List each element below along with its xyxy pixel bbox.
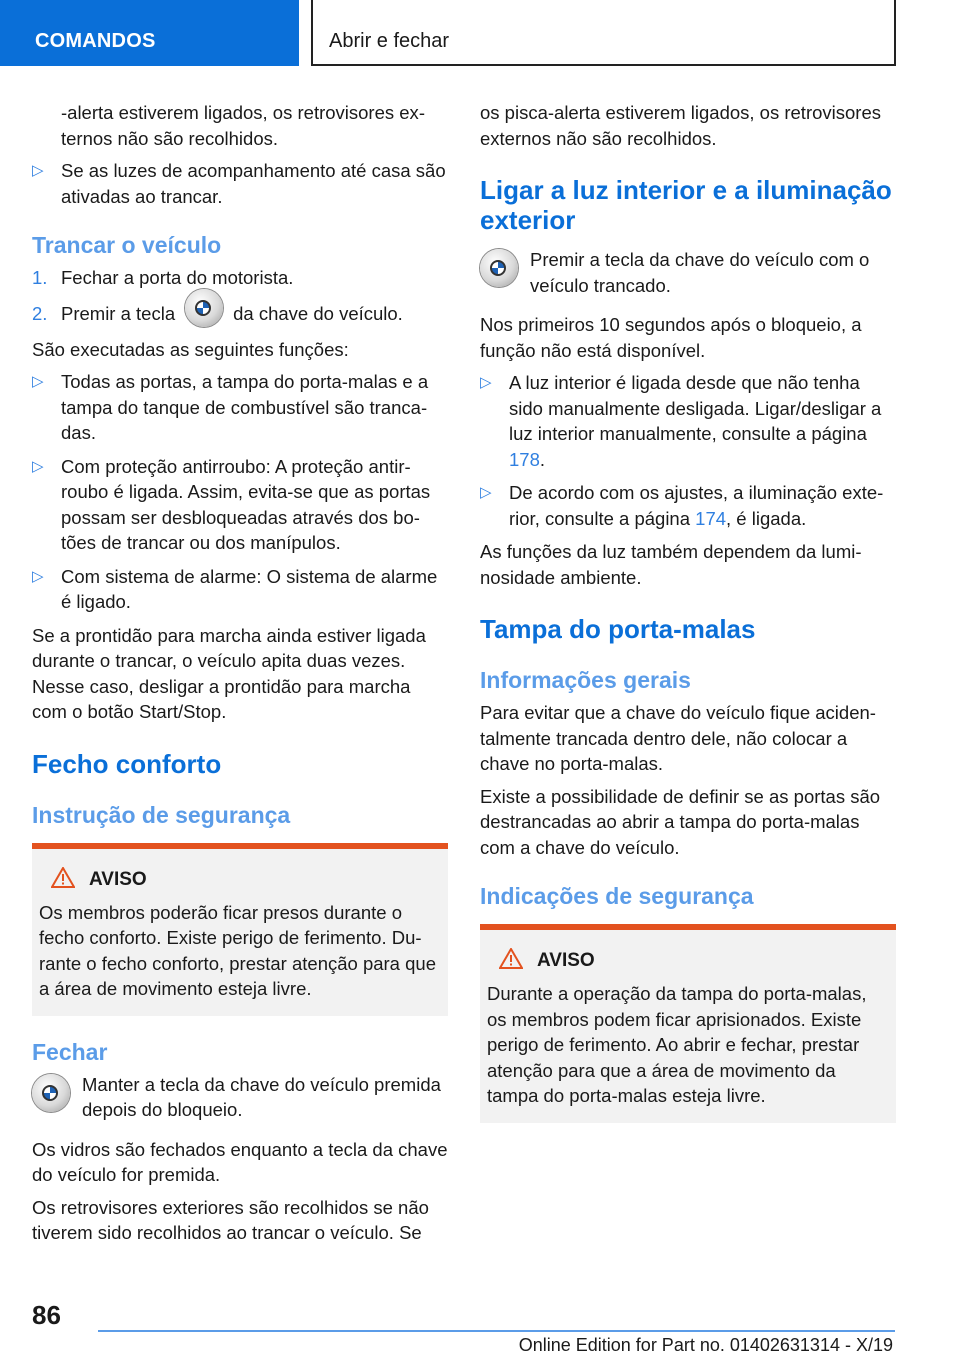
- key-instruction: Premir a tecla da chave do veículo com o veículo trancado.: [480, 247, 896, 298]
- key-button-icon: [32, 1074, 70, 1112]
- paragraph: Existe a possibilidade de definir se as portas são destrancadas ao abrir a tampa do porta-malas com a chave do veículo.: [480, 785, 881, 858]
- warning-header: AVISO: [39, 867, 441, 896]
- page-link-178[interactable]: 178: [509, 448, 540, 470]
- page-link-174[interactable]: 174: [695, 507, 727, 529]
- warning-triangle-icon: [499, 948, 523, 977]
- key-button-icon: [185, 289, 223, 327]
- page-header: [0, 0, 960, 68]
- list-item: ▷ Se as luzes de acompanhamento até casa são ativadas ao trancar.: [32, 160, 446, 207]
- warning-box: [480, 924, 896, 1123]
- page-number: 86: [32, 1300, 61, 1330]
- list-item: ▷ A luz interior é ligada desde que não tenha sido manualmente desligada. Ligar/desligar a luz interior manualmente, consulte a página 178.: [480, 372, 882, 470]
- paragraph: Se a prontidão para marcha ainda estiver ligada durante o trancar, o veículo apita duas vezes. Nesse caso, desligar a prontidão para marcha com o botão Start/Stop.: [32, 624, 426, 723]
- bullet-icon: ▷: [480, 484, 492, 501]
- key-button-icon: [480, 249, 518, 287]
- footer-edition: Online Edition for Part no. 01402631314 - X/19: [518, 1335, 893, 1355]
- heading-informacoes: Informações gerais: [480, 667, 691, 693]
- list-item: ▷ Com sistema de alarme: O sistema de alarme é ligado.: [32, 565, 438, 613]
- bullet-icon: ▷: [32, 567, 44, 585]
- key-instruction: Manter a tecla da chave do veículo premida depois do bloqueio.: [32, 1072, 448, 1123]
- step-1: 1. Fechar a porta do motorista.: [32, 265, 448, 291]
- heading-tampa: Tampa do porta-malas: [480, 614, 756, 644]
- paragraph: As funções da luz também dependem da luminosidade ambiente.: [480, 541, 862, 588]
- heading-ligar-luz: Ligar a luz interior e a iluminação exterior: [480, 175, 892, 235]
- chapter-title: Abrir e fechar: [311, 0, 896, 66]
- heading-fechar: Fechar: [32, 1038, 108, 1065]
- heading-trancar: Trancar o veículo: [32, 232, 222, 258]
- warning-header: AVISO: [487, 948, 889, 977]
- functions-intro: São executadas as seguintes funções:: [32, 338, 349, 360]
- warning-box: [32, 843, 448, 1016]
- list-item: ▷ Todas as portas, a tampa do porta-malas e a tampa do tanque de combustível são trancadas.: [32, 371, 429, 444]
- footer-divider: [98, 1330, 895, 1332]
- paragraph: Os retrovisores exteriores são recolhidos se não tiverem sido recolhidos ao trancar o veículo. Se: [32, 1196, 429, 1244]
- paragraph: Para evitar que a chave do veículo fique acidentalmente trancada dentro dele, não colocar a chave no porta-malas.: [480, 702, 876, 774]
- continued-text: -alerta estiverem ligados, os retrovisores externos não são recolhidos.: [61, 102, 425, 149]
- section-tab: COMANDOS: [0, 0, 299, 66]
- right-column: [480, 100, 896, 1145]
- step-number: 2.: [32, 302, 48, 324]
- paragraph: Nos primeiros 10 segundos após o bloqueio, a função não está disponível.: [480, 314, 862, 361]
- step-number: 1.: [32, 267, 48, 288]
- bullet-icon: ▷: [480, 374, 492, 391]
- step-2: 2. Premir a tecla da chave do veículo.: [32, 301, 448, 327]
- bullet-icon: ▷: [32, 162, 44, 179]
- continued-text: os pisca-alerta estiverem ligados, os retrovisores externos não são recolhidos.: [480, 102, 881, 149]
- list-item: ▷ Com proteção antirroubo: A proteção antirroubo é ligada. Assim, evita-se que as portas possam ser desbloqueadas através dos botões de trancar ou dos manípulos.: [32, 455, 431, 554]
- heading-indicacoes: Indicações de segurança: [480, 883, 754, 909]
- bullet-icon: ▷: [32, 457, 44, 475]
- paragraph: Os vidros são fechados enquanto a tecla da chave do veículo for premida.: [32, 1138, 448, 1186]
- heading-fecho-conforto: Fecho conforto: [32, 748, 222, 779]
- heading-instrucao: Instrução de segurança: [32, 801, 291, 828]
- bullet-icon: ▷: [32, 373, 44, 391]
- list-item: ▷ De acordo com os ajustes, a iluminação exterior, consulte a página 174, é ligada.: [480, 482, 884, 529]
- left-column: [32, 100, 448, 1253]
- warning-triangle-icon: [51, 867, 75, 896]
- warning-text: Durante a operação da tampa do porta-malas, os membros podem ficar aprisionados. Existe perigo de ferimento. Ao abrir e fechar, prestar atenção para que a área de movimento da tampa do porta-malas esteja livre.: [487, 983, 867, 1106]
- warning-text: Os membros poderão ficar presos durante o fecho conforto. Existe perigo de ferimento. Durante o fecho conforto, prestar atenção para que a área de movimento esteja livre.: [39, 901, 436, 1000]
